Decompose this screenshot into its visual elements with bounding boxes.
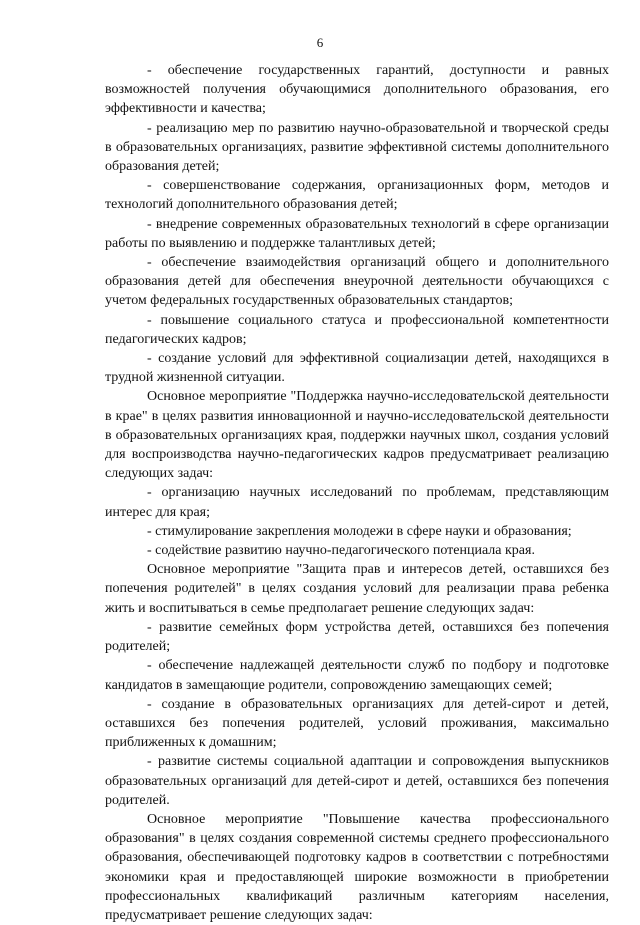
paragraph: - содействие развитию научно-педагогического потенциала края. (147, 543, 535, 559)
paragraph: - обеспечение взаимодействия организаций общего и дополнительного образования детей для обеспечения внеурочной деятельности обучающихся с учетом федеральных государственных образовательных стандартов; (105, 255, 609, 309)
paragraph: Основное мероприятие "Повышение качества профессионального образования" в целях создания современной системы среднего профессионального образования, обеспечивающей подготовку кадров в соответствии с потребностями экономики края и предоставляющей широкие возможности в приобретении профессиональных квалификаций различным категориям населения, предусматривает решение следующих задач: (105, 811, 609, 923)
paragraph: - развитие семейных форм устройства детей, оставшихся без попечения родителей; (105, 619, 609, 655)
paragraph: - организацию научных исследований по проблемам, представляющим интерес для края; (105, 485, 609, 520)
paragraph: - обеспечение надлежащей деятельности служб по подбору и подготовке кандидатов в замещающие родители, сопровождению замещающих семей; (105, 658, 609, 693)
paragraph: - обеспечение государственных гарантий, доступности и равных возможностей получения обучающимися дополнительного образования, его эффективности и качества; (105, 63, 609, 117)
paragraph: - внедрение современных образовательных технологий в сфере организации работы по выявлению и поддержке талантливых детей; (105, 216, 609, 251)
paragraph: Основное мероприятие "Защита прав и интересов детей, оставшихся без попечения родителей" в целях создания условий для реализации права ребенка жить и воспитываться в семье предполагает решение следующих задач: (105, 562, 609, 616)
paragraph: - создание условий для эффективной социализации детей, находящихся в трудной жизненной ситуации. (105, 351, 609, 386)
body-text (105, 61, 609, 925)
paragraph: - повышение социального статуса и профессиональной компетентности педагогических кадров; (105, 312, 609, 347)
paragraph: - совершенствование содержания, организационных форм, методов и технологий дополнительного образования детей; (105, 178, 609, 213)
paragraph: - стимулирование закрепления молодежи в сфере науки и образования; (147, 523, 572, 539)
page-number: 6 (316, 35, 324, 50)
paragraph: Основное мероприятие "Поддержка научно-исследовательской деятельности в крае" в целях развития инновационной и научно-исследовательской деятельности в образовательных организациях края, поддержки научных школ, создания условий для воспроизводства научно-педагогических кадров предусматривает реализацию следующих задач: (105, 389, 609, 482)
paragraph: - развитие системы социальной адаптации и сопровождения выпускников образовательных организаций для детей-сирот и детей, оставшихся без попечения родителей. (105, 754, 609, 808)
paragraph: - создание в образовательных организациях для детей-сирот и детей, оставшихся без попечения родителей, условий проживания, максимально приближенных к домашним; (105, 696, 609, 751)
paragraph: - реализацию мер по развитию научно-образовательной и творческой среды в образовательных организациях, развитие эффективной системы дополнительного образования детей; (105, 120, 609, 175)
